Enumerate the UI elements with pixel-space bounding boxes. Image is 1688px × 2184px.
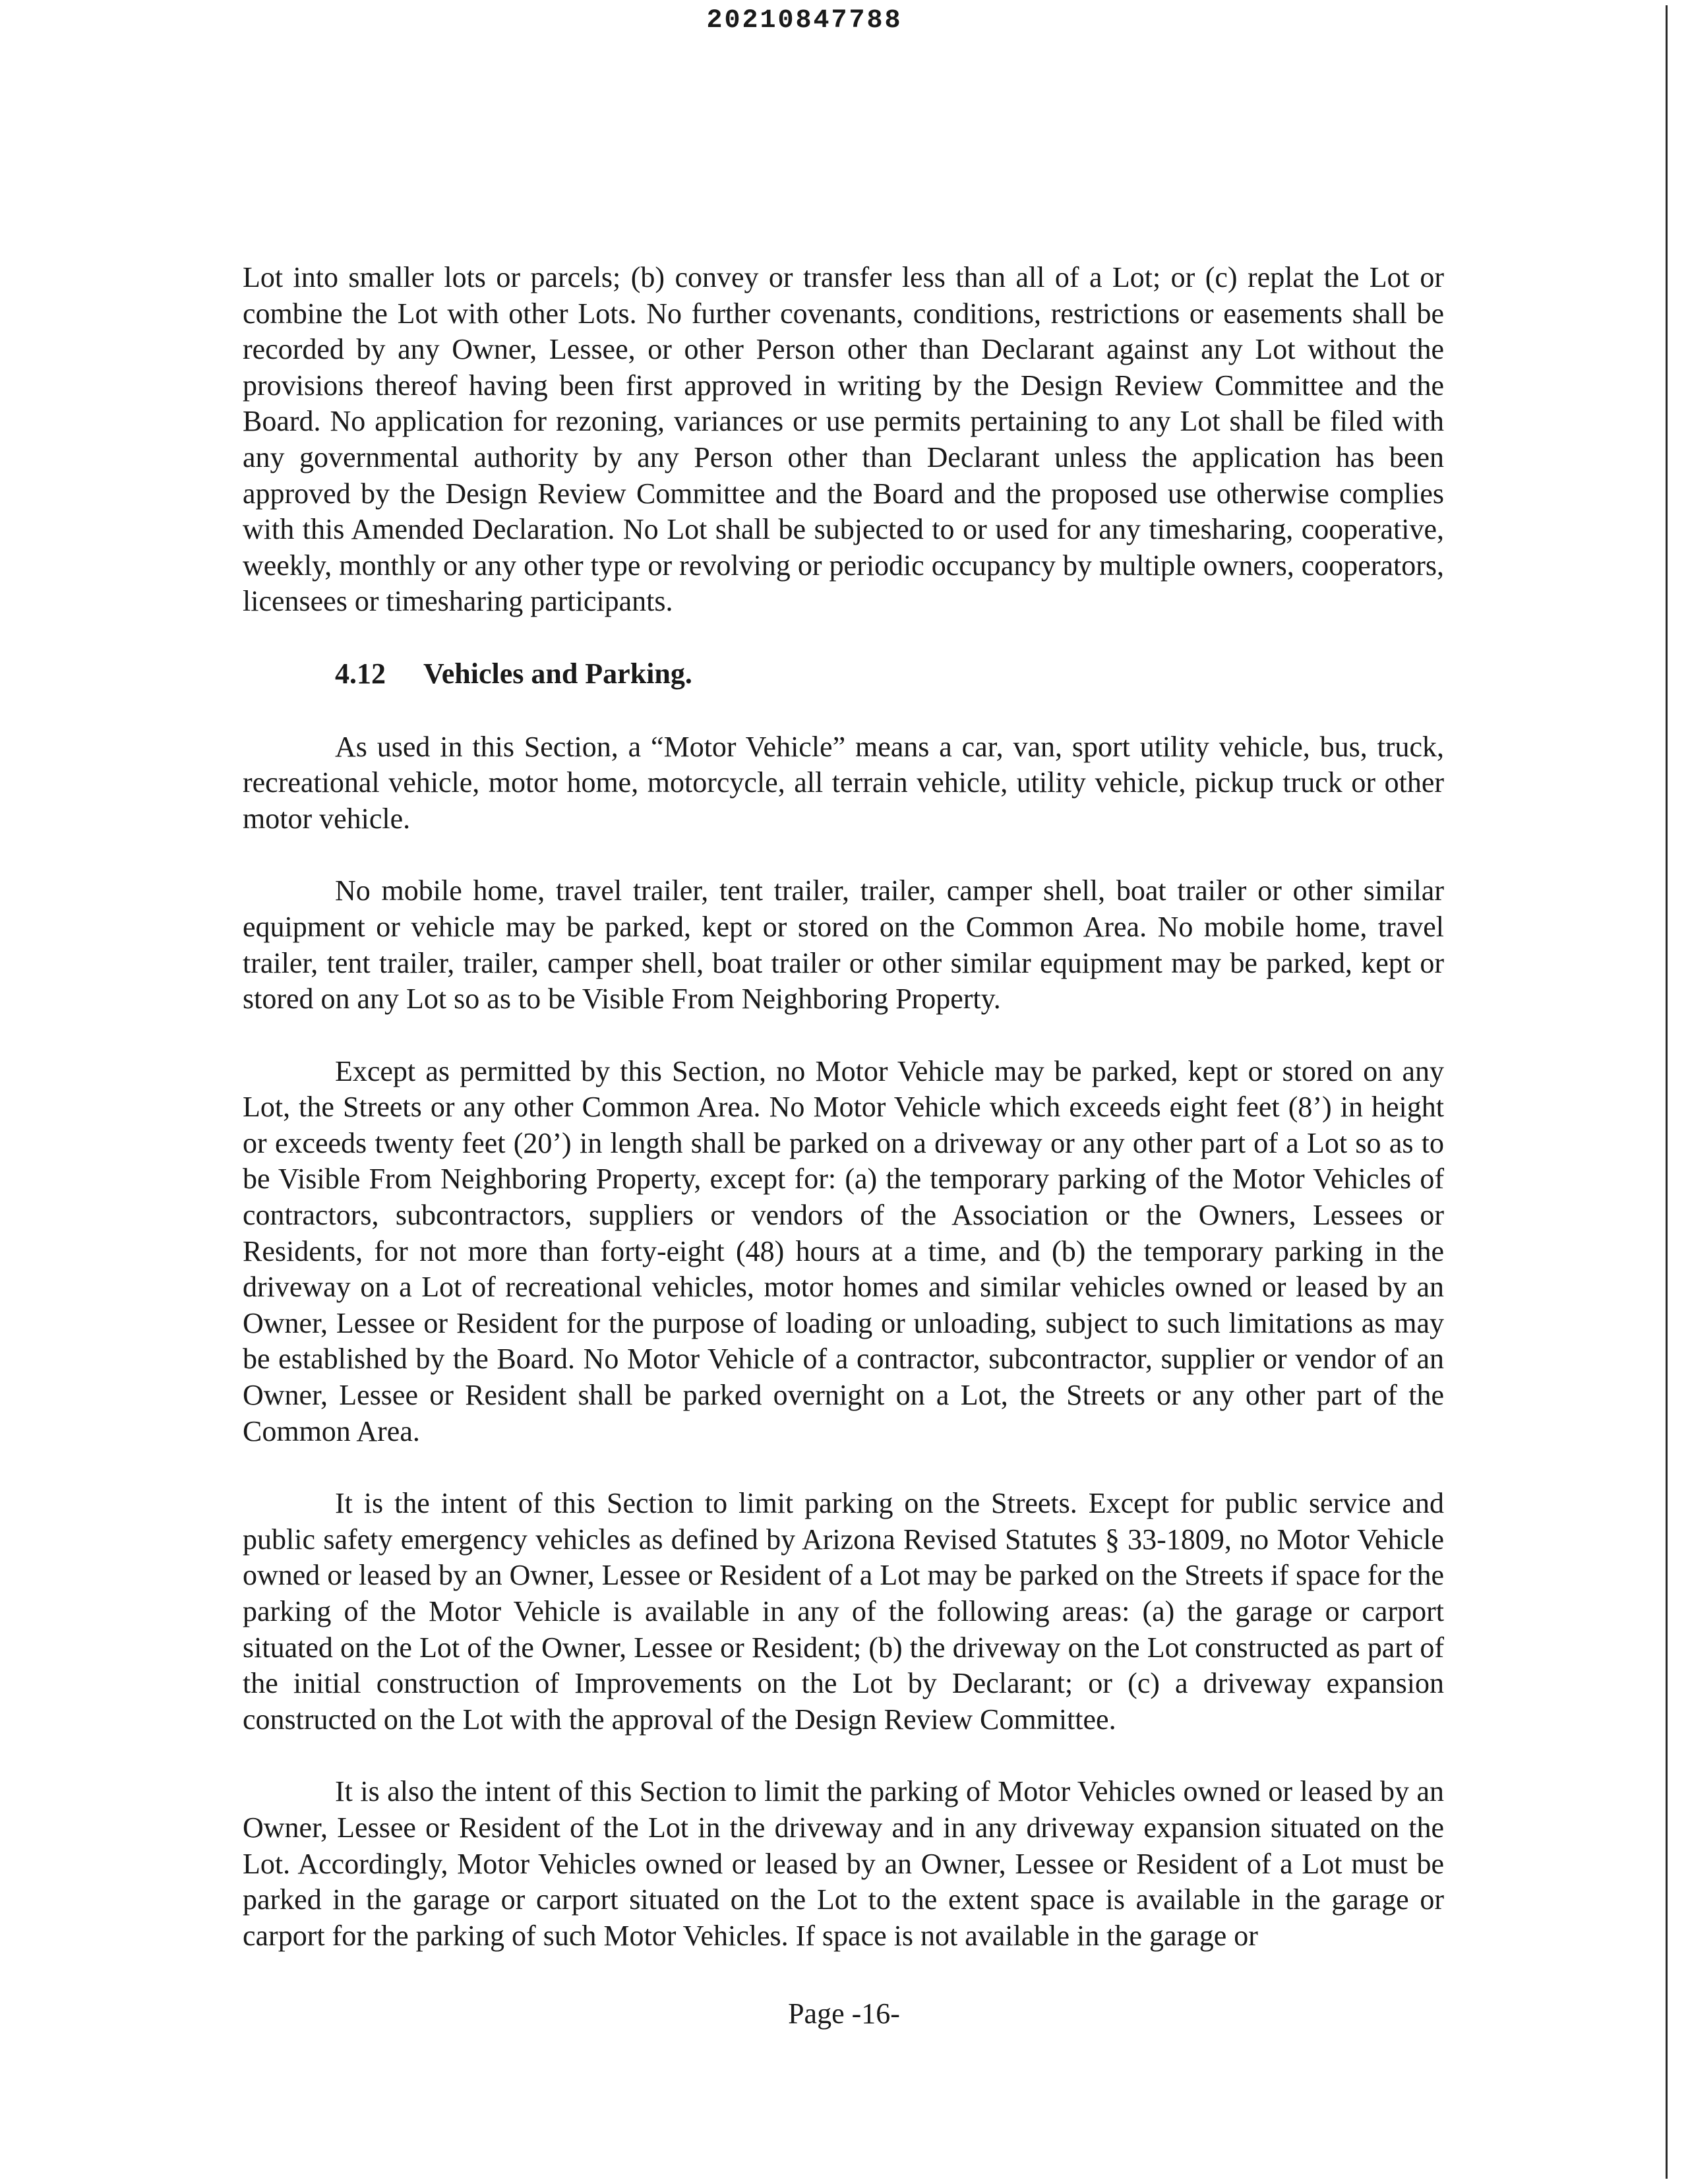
paragraph-motor-vehicle-definition: As used in this Section, a “Motor Vehicle” means a car, van, sport utility vehicle, bus, truck, recreational vehicle, motor home, motorcycle, all terrain vehicle, utility vehicle, pickup truck or other motor vehicle. [243, 730, 1444, 835]
paragraph-driveway-parking: It is also the intent of this Section to limit the parking of Motor Vehicles owned or leased by an Owner, Lessee or Resident of the Lot in the driveway and in any driveway expansion situated on the Lot. Accordingly, Motor Vehicles owned or leased by an Owner, Lessee or Resident of a Lot must be parked in the garage or carport situated on the Lot to the extent space is available in the garage or carport for the parking of such Motor Vehicles. If space is not available in the garage or [243, 1775, 1444, 1952]
page-edge-rule [1666, 5, 1668, 2179]
section-number: 4.12 [335, 657, 386, 690]
document-body [243, 260, 1444, 1990]
section-heading [335, 656, 1444, 692]
paragraph-trailers: No mobile home, travel trailer, tent trailer, trailer, camper shell, boat trailer or other similar equipment or vehicle may be parked, kept or stored on the Common Area. No mobile home, travel trailer, tent trailer, trailer, camper shell, boat trailer or other similar equipment may be parked, kept or stored on any Lot so as to be Visible From Neighboring Property. [243, 874, 1444, 1016]
document-number: 20210847788 [706, 6, 903, 36]
paragraph-lot-restrictions: Lot into smaller lots or parcels; (b) convey or transfer less than all of a Lot; or (c) replat the Lot or combine the Lot with other Lots. No further covenants, conditions, restrictions or easements shall be recorded by any Owner, Lessee, or other Person other than Declarant against any Lot without the provisions thereof having been first approved in writing by the Design Review Committee and the Board. No application for rezoning, variances or use permits pertaining to any Lot shall be filed with any governmental authority by any Person other than Declarant unless the application has been approved by the Design Review Committee and the Board and the proposed use otherwise complies with this Amended Declaration. No Lot shall be subjected to or used for any timesharing, cooperative, weekly, monthly or any other type or revolving or periodic occupancy by multiple owners, cooperators, licensees or timesharing participants. [243, 261, 1444, 618]
section-title: Vehicles and Parking. [423, 657, 692, 690]
paragraph-street-parking: It is the intent of this Section to limit parking on the Streets. Except for public service and public safety emergency vehicles as defined by Arizona Revised Statutes § 33-1809, no Motor Vehicle owned or leased by an Owner, Lessee or Resident of a Lot may be parked on the Streets if space for the parking of the Motor Vehicle is available in any of the following areas: (a) the garage or carport situated on the Lot of the Owner, Lessee or Resident; (b) the driveway on the Lot constructed as part of the initial construction of Improvements on the Lot by Declarant; or (c) a driveway expansion constructed on the Lot with the approval of the Design Review Committee. [243, 1487, 1444, 1736]
paragraph-parking-exceptions: Except as permitted by this Section, no Motor Vehicle may be parked, kept or stored on any Lot, the Streets or any other Common Area. No Motor Vehicle which exceeds eight feet (8’) in height or exceeds twenty feet (20’) in length shall be parked on a driveway or any other part of a Lot so as to be Visible From Neighboring Property, except for: (a) the temporary parking of the Motor Vehicles of contractors, subcontractors, suppliers or vendors of the Association or the Owners, Lessees or Residents, for not more than forty-eight (48) hours at a time, and (b) the temporary parking in the driveway on a Lot of recreational vehicles, motor homes and similar vehicles owned or leased by an Owner, Lessee or Resident for the purpose of loading or unloading, subject to such limitations as may be established by the Board. No Motor Vehicle of a contractor, subcontractor, supplier or vendor of an Owner, Lessee or Resident shall be parked overnight on a Lot, the Streets or any other part of the Common Area. [243, 1054, 1444, 1447]
page-number: Page -16- [788, 1997, 900, 2030]
